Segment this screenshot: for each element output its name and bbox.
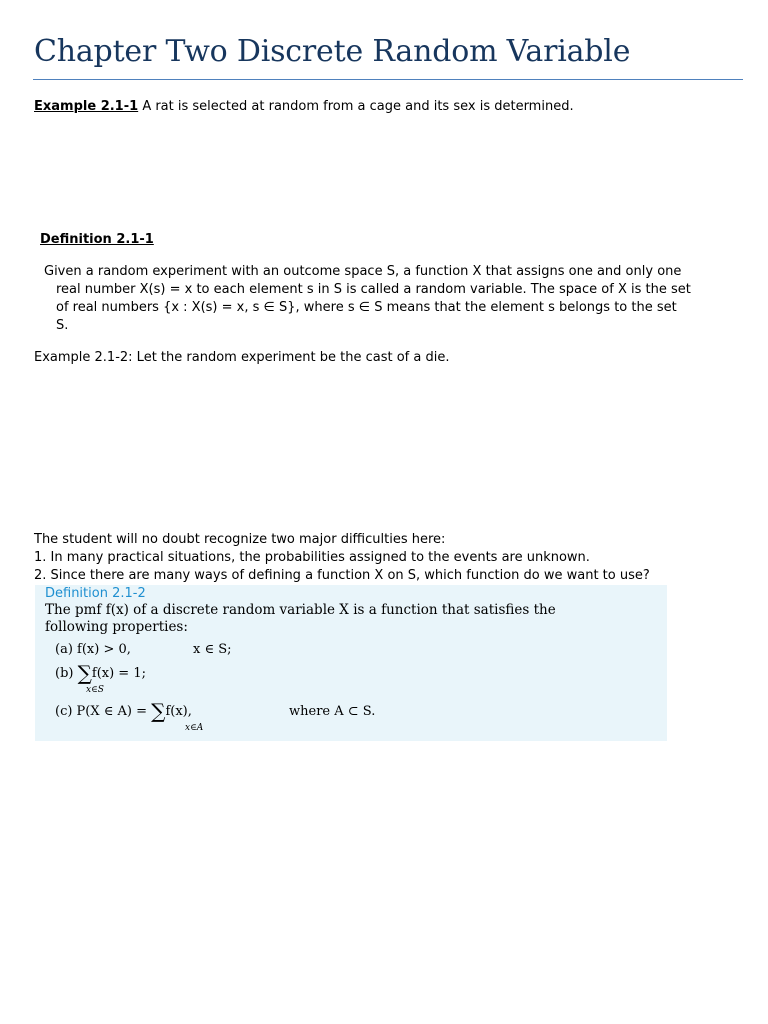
definition-2-1-1-label: Definition 2.1-1 [40, 232, 154, 247]
definition-2-1-2-line-1: The pmf f(x) of a discrete random variable X is a function that satisfies the [45, 602, 556, 618]
property-b [55, 661, 146, 685]
property-c [55, 699, 192, 723]
example-2-1-1-label: Example 2.1-1 [34, 99, 139, 114]
property-a: (a) f(x) > 0, [55, 642, 131, 657]
page-title: Chapter Two Discrete Random Variable [34, 34, 631, 69]
definition-2-1-1-line-1: Given a random experiment with an outcome space S, a function X that assigns one and only one [44, 264, 682, 279]
definition-2-1-1-line-2: real number X(s) = x to each element s in S is called a random variable. The space of X is the set [56, 282, 691, 297]
property-c-subscript: x∈A [185, 723, 204, 733]
difficulty-item-1: 1. In many practical situations, the probabilities assigned to the events are unknown. [34, 550, 590, 565]
difficulties-intro: The student will no doubt recognize two major difficulties here: [34, 532, 446, 547]
property-c-expression: f(x), [165, 704, 192, 719]
property-b-expression: f(x) = 1; [91, 666, 146, 681]
sum-symbol: ∑ [151, 699, 166, 723]
example-2-1-2: Example 2.1-2: Let the random experiment be the cast of a die. [34, 350, 450, 365]
example-2-1-1-text: A rat is selected at random from a cage and its sex is determined. [142, 99, 574, 114]
property-b-subscript: x∈S [86, 685, 104, 695]
definition-2-1-1-line-3: of real numbers {x : X(s) = x, s ∈ S}, where s ∈ S means that the element s belongs to the set [56, 300, 677, 315]
example-2-1-1 [34, 98, 574, 116]
definition-2-1-2-title: Definition 2.1-2 [45, 586, 146, 601]
definition-2-1-2-line-2: following properties: [45, 619, 188, 635]
title-underline [33, 79, 743, 80]
property-c-condition: where A ⊂ S. [289, 704, 376, 719]
difficulty-item-2: 2. Since there are many ways of defining a function X on S, which function do we want to use? [34, 568, 650, 583]
definition-2-1-1-line-4: S. [56, 318, 69, 333]
property-a-condition: x ∈ S; [193, 642, 232, 657]
sum-symbol: ∑ [77, 661, 92, 685]
property-c-label: (c) P(X ∈ A) = [55, 704, 148, 719]
property-b-label: (b) [55, 666, 74, 681]
definition-2-1-2-box [35, 585, 667, 741]
